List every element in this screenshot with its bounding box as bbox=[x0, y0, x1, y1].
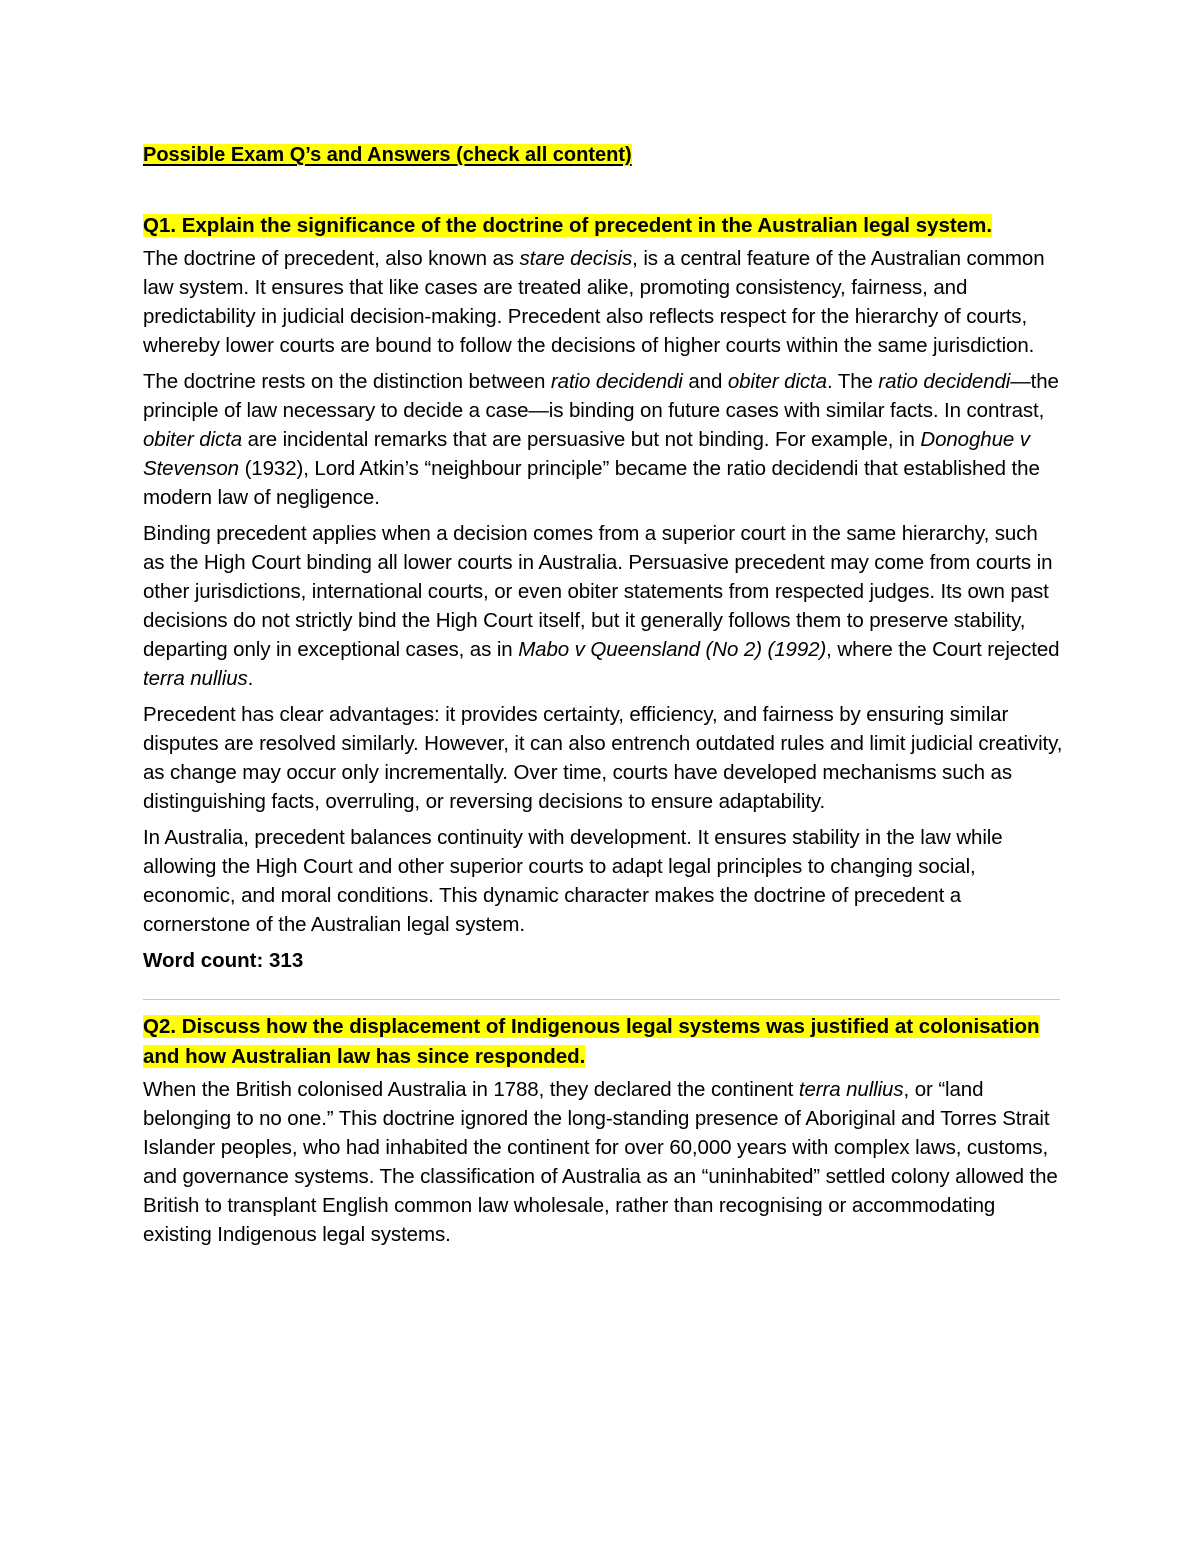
document-title-text: Possible Exam Q’s and Answers (check all content) bbox=[143, 144, 632, 166]
q1-p2-text: (1932), Lord Atkin’s “neighbour principle” became the ratio decidendi that established the modern law of negligence. bbox=[143, 457, 1040, 509]
q1-word-count: Word count: 313 bbox=[143, 949, 304, 972]
q1-p2-text: . The bbox=[826, 370, 879, 393]
q1-paragraph-5: In Australia, precedent balances continuity with development. It ensures stability in the law while allowing the High Court and other superior courts to adapt legal principles to changing social, economic, and moral conditions. This dynamic character makes the doctrine of precedent a cornerstone of the Australian legal system. bbox=[143, 826, 1003, 936]
q1-p2-italic-term: ratio decidendi bbox=[550, 370, 683, 393]
document-body bbox=[143, 141, 1063, 1256]
q2-p1-text-cont: , or “land belonging to no one.” This doctrine ignored the long-standing presence of Aboriginal and Torres Strait Islander peoples, who had inhabited the continent for over 60,000 years with complex laws, customs, and governance systems. The classification of Australia as an “uninhabited” settled colony allowed the British to transplant English common law wholesale, rather than recognising or accommodating existing Indigenous legal systems. bbox=[143, 1078, 1058, 1246]
question-1-heading bbox=[143, 211, 1063, 241]
q1-p2-italic-term: ratio decidendi bbox=[878, 370, 1011, 393]
q2-p1-text: When the British colonised Australia in 1788, they declared the continent bbox=[143, 1078, 799, 1101]
q1-p2-italic-term: obiter dicta bbox=[727, 370, 827, 393]
q1-paragraph-2 bbox=[143, 367, 1063, 512]
q1-p3-italic-term: terra nullius bbox=[143, 667, 248, 690]
q1-p2-case-name: Donoghue v Stevenson bbox=[143, 428, 1030, 480]
q1-paragraph-3 bbox=[143, 519, 1063, 693]
q1-p2-italic-term: obiter dicta bbox=[143, 428, 243, 451]
q1-paragraph-4: Precedent has clear advantages: it provides certainty, efficiency, and fairness by ensuring similar disputes are resolved similarly. However, it can also entrench outdated rules and limit judicial creativity, as change may occur only incrementally. Over time, courts have developed mechanisms such as distinguishing facts, overruling, or reversing decisions to ensure adaptability. bbox=[143, 703, 1063, 813]
question-1-text: Q1. Explain the significance of the doctrine of precedent in the Australian legal system. bbox=[143, 214, 993, 237]
q1-p3-text: , where the Court rejected bbox=[826, 638, 1060, 661]
q1-paragraph-1 bbox=[143, 244, 1063, 360]
document-title bbox=[143, 141, 1063, 169]
q1-p1-text-cont: , is a central feature of the Australian common law system. It ensures that like cases are treated alike, promoting consistency, fairness, and predictability in judicial decision-making. Precedent also reflects respect for the hierarchy of courts, whereby lower courts are bound to follow the decisions of higher courts within the same jurisdiction. bbox=[143, 247, 1045, 357]
section-divider bbox=[143, 999, 1060, 1000]
q1-p2-text: and bbox=[682, 370, 728, 393]
question-2-text: Q2. Discuss how the displacement of Indigenous legal systems was justified at colonisation and how Australian law has since responded. bbox=[143, 1015, 1040, 1068]
q1-p2-text: —the principle of law necessary to decide a case—is binding on future cases with similar facts. In contrast, bbox=[143, 370, 1059, 422]
q1-p3-text: . bbox=[247, 667, 254, 690]
q2-p1-italic-term: terra nullius bbox=[798, 1078, 904, 1101]
q2-paragraph-1 bbox=[143, 1075, 1063, 1249]
question-2-heading bbox=[143, 1012, 1063, 1072]
q1-p2-text: are incidental remarks that are persuasive but not binding. For example, in bbox=[242, 428, 921, 451]
q1-p1-italic-term: stare decisis bbox=[519, 247, 633, 270]
q1-p1-text: The doctrine of precedent, also known as bbox=[143, 247, 520, 270]
q1-p2-text: The doctrine rests on the distinction between bbox=[143, 370, 551, 393]
q1-p3-text: Binding precedent applies when a decision comes from a superior court in the same hierarchy, such as the High Court binding all lower courts in Australia. Persuasive precedent may come from courts in other jurisdictions, international courts, or even obiter statements from respected judges. Its own past decisions do not strictly bind the High Court itself, but it generally follows them to preserve stability, departing only in exceptional cases, as in bbox=[143, 522, 1053, 661]
q1-p3-case-name: Mabo v Queensland (No 2) (1992) bbox=[518, 638, 827, 661]
